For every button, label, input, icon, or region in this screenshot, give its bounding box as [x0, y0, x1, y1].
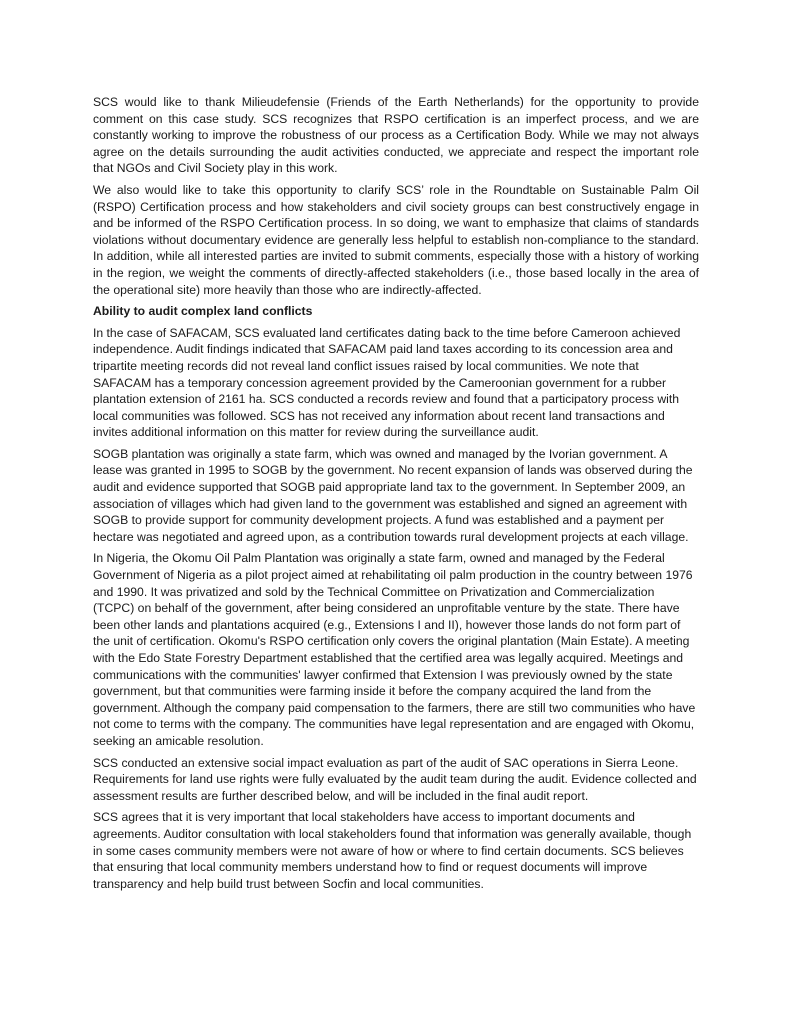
paragraph-sac-sierra-leone: SCS conducted an extensive social impact evaluation as part of the audit of SAC operations in Sierra Leone. Requirements for land use rights were fully evaluated by the audit team during the audit. Evidence collected and assessment results are further described below, and will be included in the final audit report.	[93, 755, 697, 803]
paragraph-stakeholder-access: SCS agrees that it is very important that local stakeholders have access to important documents and agreements. Auditor consultation with local stakeholders found that information was generally available, though in some cases community members were not aware of how or where to find certain documents. SCS believes that ensuring that local community members understand how to find or request documents will improve transparency and help build trust between Socfin and local communities.	[93, 810, 692, 891]
paragraph-scs-role: We also would like to take this opportunity to clarify SCS’ role in the Roundtable on Sustainable Palm Oil (RSPO) Certification process and how stakeholders and civil society groups can best constructively engage in and be informed of the RSPO Certification process. In so doing, we want to emphasize that claims of standards violations without documentary evidence are generally less helpful to establish non-compliance to the standard. In addition, while all interested parties are invited to submit comments, especially those with a history of working in the region, we weight the comments of directly-affected stakeholders (i.e., those based locally in the area of the operational site) more heavily than those who are indirectly-affected.	[93, 182, 699, 297]
paragraph-thanks: SCS would like to thank Milieudefensie (Friends of the Earth Netherlands) for the opportunity to provide comment on this case study. SCS recognizes that RSPO certification is an imperfect process, and we are constantly working to improve the robustness of our process as a Certification Body. While we may not always agree on the details surrounding the audit activities conducted, we appreciate and respect the important role that NGOs and Civil Society play in this work.	[93, 95, 699, 176]
document-page	[93, 94, 699, 897]
paragraph-safacam: In the case of SAFACAM, SCS evaluated land certificates dating back to the time before Cameroon achieved independence. Audit findings indicated that SAFACAM paid land taxes according to its concession area and tripartite meeting records did not reveal land conflict issues raised by local communities. We note that SAFACAM has a temporary concession agreement provided by the Cameroonian government for a rubber plantation extension of 2161 ha. SCS conducted a records review and found that a participatory process with local communities was followed. SCS has not received any information about recent land transactions and invites additional information on this matter for review during the surveillance audit.	[93, 325, 681, 440]
paragraph-sogb: SOGB plantation was originally a state farm, which was owned and managed by the Ivorian government. A lease was granted in 1995 to SOGB by the government. No recent expansion of lands was observed during the audit and evidence supported that SOGB paid appropriate land tax to the government. In September 2009, an association of villages which had given land to the government was established and signed an agreement with SOGB to provide support for community development projects. A fund was established and a payment per hectare was negotiated and agreed upon, as a contribution towards rural development projects at each village.	[93, 446, 693, 544]
paragraph-okomu: In Nigeria, the Okomu Oil Palm Plantation was originally a state farm, owned and managed by the Federal Government of Nigeria as a pilot project aimed at rehabilitating oil palm production in the country between 1976 and 1990. It was privatized and sold by the Technical Committee on Privatization and Commercialization (TCPC) on behalf of the government, after being considered an unprofitable venture by the state. There have been other lands and plantations acquired (e.g., Extensions I and II), however those lands do not form part of the unit of certification. Okomu's RSPO certification only covers the original plantation (Main Estate). A meeting with the Edo State Forestry Department established that the certified area was legally acquired. Meetings and communications with the communities' lawyer confirmed that Extension I was previously owned by the state government, but that communities were farming inside it before the company acquired the land from the government. Although the company paid compensation to the farmers, there are still two communities who have not come to terms with the company. The communities have legal representation and are engaged with Okomu, seeking an amicable resolution.	[93, 551, 696, 748]
section-heading: Ability to audit complex land conflicts	[93, 304, 313, 319]
